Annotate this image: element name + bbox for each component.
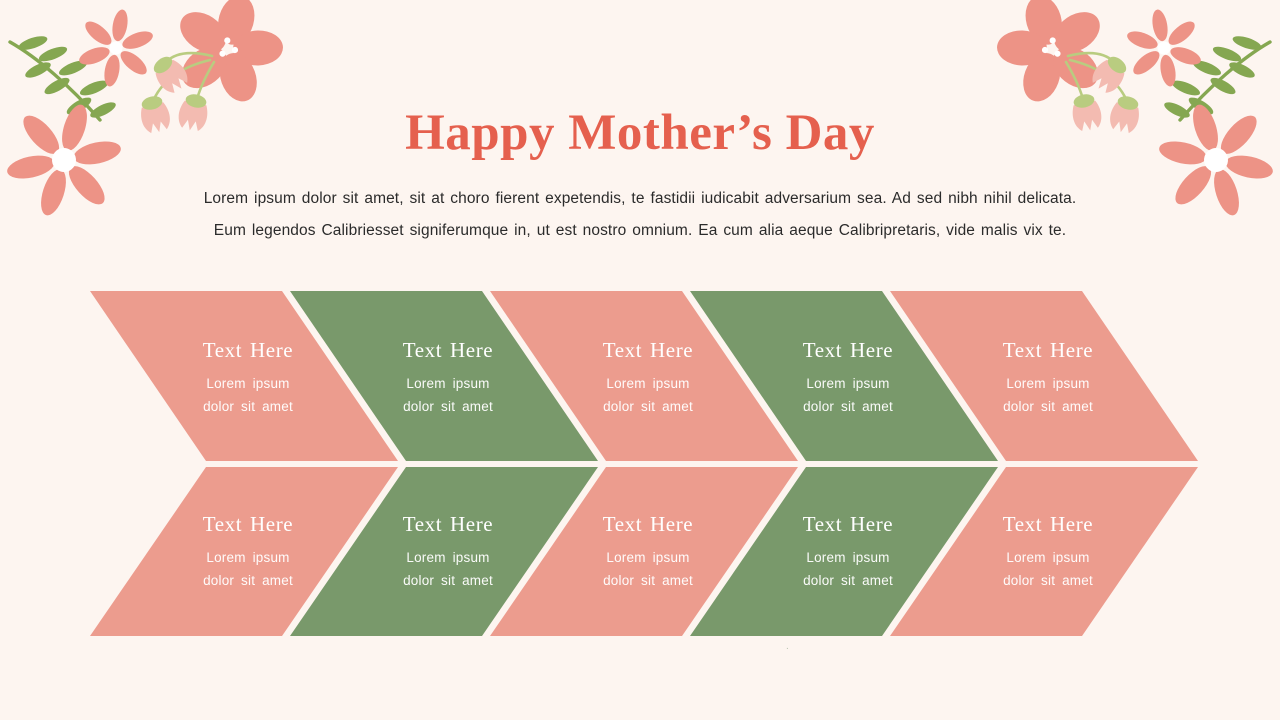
chevron-title: Text Here bbox=[802, 512, 894, 536]
chevron-body-line: dolor sit amet bbox=[203, 573, 293, 588]
chevron-body-line: dolor sit amet bbox=[403, 573, 493, 588]
chevron-title: Text Here bbox=[602, 512, 694, 536]
chevron-title: Text Here bbox=[402, 338, 494, 362]
chevron-body-line: Lorem ipsum bbox=[206, 376, 290, 391]
chevron-textblock bbox=[553, 338, 743, 418]
chevron-title: Text Here bbox=[402, 512, 494, 536]
chevron-title: Text Here bbox=[602, 338, 694, 362]
chevron-body-line: Lorem ipsum bbox=[206, 550, 290, 565]
chevron-body-line: dolor sit amet bbox=[603, 573, 693, 588]
chevron-body-line: dolor sit amet bbox=[203, 399, 293, 414]
subtitle-line-2: Eum legendos Calibriesset signiferumque in, ut est nostro omnium. Ea cum alia aeque Calibripretaris, vide malis vix te. bbox=[213, 222, 1067, 239]
chevron-textblock bbox=[153, 338, 343, 418]
chevron-textblock bbox=[353, 338, 543, 418]
chevron-title: Text Here bbox=[802, 338, 894, 362]
chevron-title: Text Here bbox=[1002, 512, 1094, 536]
chevron-body-line: dolor sit amet bbox=[1003, 399, 1093, 414]
chevron-body-line: Lorem ipsum bbox=[806, 550, 890, 565]
subtitle-line-1: Lorem ipsum dolor sit amet, sit at choro fierent expetendis, te fastidii iudicabit adversarium sea. Ad sed nibh nihil delicata. bbox=[203, 190, 1077, 207]
chevron-title: Text Here bbox=[1002, 338, 1094, 362]
chevron-title: Text Here bbox=[202, 512, 294, 536]
chevron-body-line: dolor sit amet bbox=[403, 399, 493, 414]
chevron-textblock bbox=[953, 338, 1143, 418]
chevron-textblock bbox=[953, 512, 1143, 592]
chevron-body-line: dolor sit amet bbox=[1003, 573, 1093, 588]
chevron-body-line: Lorem ipsum bbox=[406, 550, 490, 565]
chevron-body-line: Lorem ipsum bbox=[606, 550, 690, 565]
chevron-body-line: Lorem ipsum bbox=[1006, 376, 1090, 391]
chevron-body-line: dolor sit amet bbox=[603, 399, 693, 414]
chevron-body-line: Lorem ipsum bbox=[1006, 550, 1090, 565]
chevron-body-line: Lorem ipsum bbox=[606, 376, 690, 391]
chevron-textblock bbox=[753, 512, 943, 592]
page-title: Happy Mother’s Day bbox=[405, 105, 875, 161]
chevron-textblock bbox=[353, 512, 543, 592]
chevron-textblock bbox=[753, 338, 943, 418]
stray-mark: . bbox=[786, 641, 789, 652]
chevron-body-line: Lorem ipsum bbox=[406, 376, 490, 391]
chevron-body-line: dolor sit amet bbox=[803, 399, 893, 414]
chevron-textblock bbox=[153, 512, 343, 592]
chevron-title: Text Here bbox=[202, 338, 294, 362]
chevron-textblock bbox=[553, 512, 743, 592]
chevron-body-line: Lorem ipsum bbox=[806, 376, 890, 391]
chevron-body-line: dolor sit amet bbox=[803, 573, 893, 588]
